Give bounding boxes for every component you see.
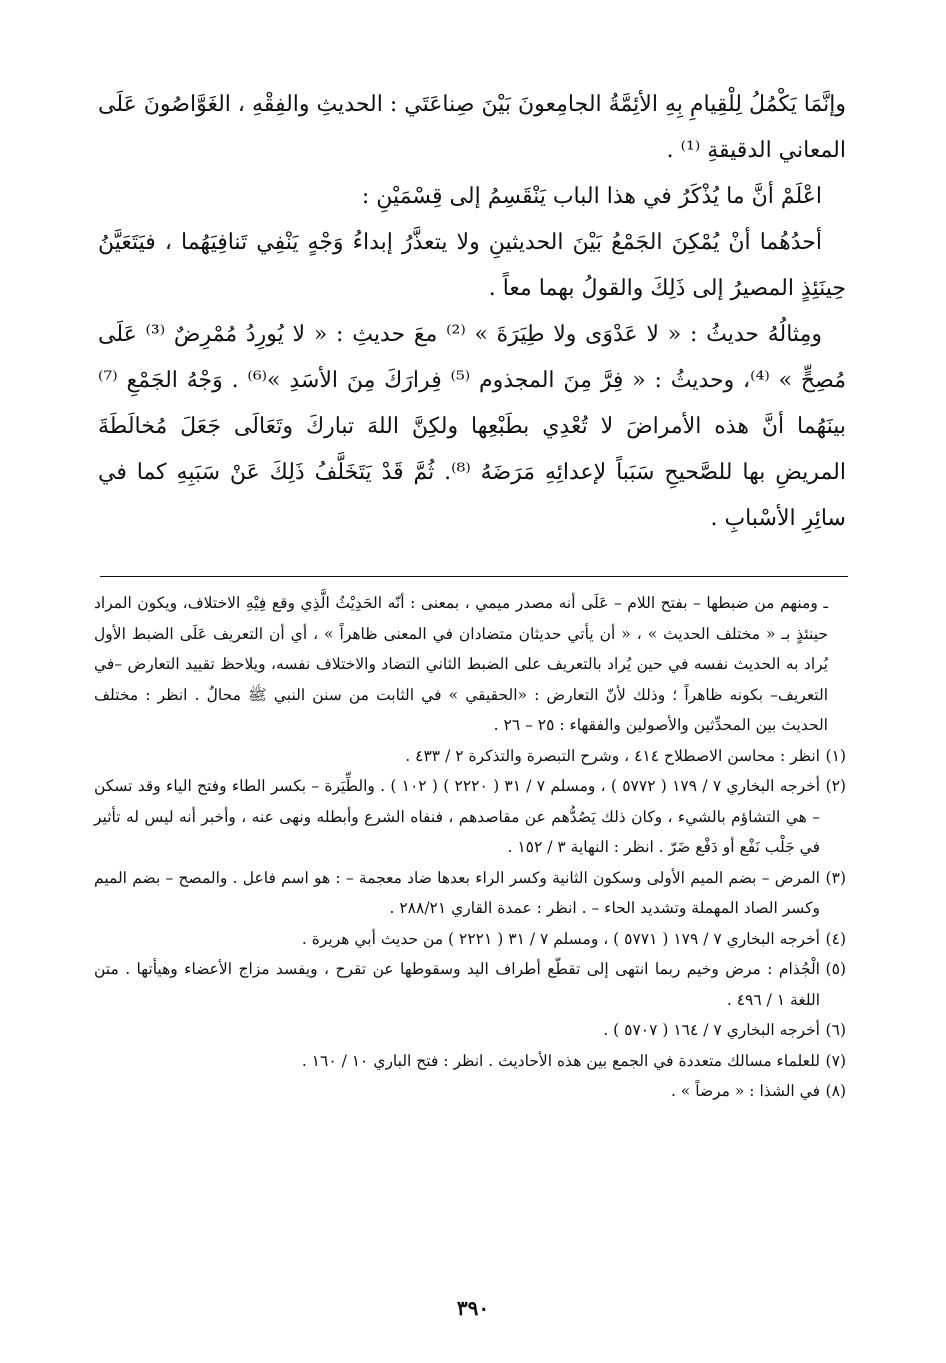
footnote-text: المرض – بضم الميم الأولى وسكون الثانية وكسر الراء بعدها ضاد معجمة – : هو اسم فاعل . والمصح – بضم الميم وكسر الصاد المهملة وتشديد الحاء – . انظر : عمدة القاري ٢٨٨/٢١ . bbox=[94, 868, 820, 917]
footnote-separator bbox=[100, 576, 848, 577]
page-number: ٣٩٠ bbox=[456, 1296, 490, 1320]
main-paragraph: اعْلَمْ أنَّ ما يُذْكَرُ في هذا الباب يَنْقَسِمُ إلى قِسْمَيْنِ : bbox=[361, 184, 822, 209]
footnote-text: أخرجه البخاري ٧ / ١٧٩ ( ٥٧٧٢ ) ، ومسلم ٧ / ٣١ ( ٢٢٢٠ ) ( ١٠٢ ) . والطِّيَرة – بكسر الطاء وفتح الياء وقد تسكن – هي التشاؤم بالشيء ، وكان ذلك يَصُدُّهم عن مقاصدهم ، فنفاه الشرع وأبطله ونهى عنه ، وأخبر أنه ليس له تأثير في جَلْب نَفْع أو دَفْع ضَرّ . انظر : النهاية ٣ / ١٥٢ . bbox=[94, 777, 821, 856]
footnote-text: للعلماء مسالك متعددة في الجمع بين هذه الأحاديث . انظر : فتح الباري ١٠ / ١٦٠ . bbox=[301, 1051, 820, 1070]
footnote-2 bbox=[94, 771, 846, 863]
footnotes bbox=[94, 588, 846, 1107]
footnote-number: (٤) bbox=[825, 929, 846, 948]
footnote-number: (٣) bbox=[825, 868, 846, 887]
footnote-6 bbox=[94, 1015, 846, 1046]
footnote-8 bbox=[94, 1076, 846, 1107]
footnote-text: الْجُذام : مرض وخيم ربما انتهى إلى تقطّع أطراف اليد وسقوطها عن تقرح ، ويفسد مزاج الأعضاء وهيأتها . متن اللغة ١ / ٤٩٦ . bbox=[94, 960, 820, 1009]
footnote-number: (٥) bbox=[825, 960, 846, 978]
main-paragraph: أحدُهُما أنْ يُمْكِنَ الجَمْعُ بَيْنَ الحديثينِ ولا يتعذَّرُ إبداءُ وَجْهٍ يَنْفِي تَنافِيَهُما ، فيَتَعَيَّنُ حِينَئِذٍ المصيرُ إلى ذَلِكَ والقولُ بهما معاً . bbox=[98, 230, 846, 301]
footnote-3 bbox=[94, 863, 846, 924]
footnote-7 bbox=[94, 1046, 846, 1077]
main-text bbox=[98, 82, 846, 542]
footnote-text: أخرجه البخاري ٧ / ١٧٩ ( ٥٧٧١ ) ، ومسلم ٧ / ٣١ ( ٢٢٢١ ) من حديث أبي هريرة . bbox=[301, 929, 820, 948]
footnote-continuation: ـ ومنهم من ضبطها – بفتح اللام – عَلَى أنه مصدر ميمي ، بمعنى : أنّه الحَدِيْثُ الَّذِي وقع فِيْهِ الاختلاف، ويكون المراد حينئذٍ بـ « مختلف الحديث » ، « أن يأتي حديثان متضادان في المعنى ظاهراً » ، أي أن التعريف عَلَى الضبط الأول يُراد به الحديث نفسه في حين يُراد بالتعريف على الضبط الثاني التضاد والاختلاف نفسه، ويلاحظ تقييد التعارض –في التعريف– بكونه ظاهراً ؛ وذلك لأنّ التعارض : «الحقيقي » في الثابت من سنن النبي ﷺ محالٌ . انظر : مختلف الحديث بين المحدِّثين والأصولين والفقهاء : ٢٥ – ٢٦ . bbox=[94, 594, 828, 734]
footnote-number: (٧) bbox=[825, 1051, 846, 1070]
main-paragraph: ومِثالُهُ حديثُ : « لا عَدْوَى ولا طِيَرَةَ » ⁽²⁾ معَ حديثِ : « لا يُورِدُ مُمْرِضٌ ⁽³⁾ عَلَى مُصِحٍّ » ⁽⁴⁾، وحديثُ : « فِرَّ مِنَ المجذوم ⁽⁵⁾ فِرارَكَ مِنَ الأسَدِ »⁽⁶⁾ . وَجْهُ الجَمْعِ ⁽⁷⁾ بينَهُما أنَّ هذه الأمراضَ لا تُعْدِي بطَبْعِها ولكِنَّ اللهَ تباركَ وتَعَالَى جَعَلَ مُخالَطَةَ المريضِ بها للصَّحيحِ سَبَباً لإعدائِهِ مَرَضَهُ ⁽⁸⁾. ثُمَّ قَدْ يَتَخَلَّفُ ذَلِكَ عَنْ سَبَبِهِ كما في سائِرِ الأسْبابِ . bbox=[98, 322, 846, 531]
footnote-number: (٨) bbox=[825, 1082, 846, 1100]
footnote-1 bbox=[94, 741, 846, 772]
footnote-number: (٦) bbox=[825, 1021, 846, 1039]
footnote-text: في الشذا : « مرضاً » . bbox=[670, 1082, 820, 1100]
footnote-5 bbox=[94, 954, 846, 1015]
footnote-4 bbox=[94, 924, 846, 955]
main-paragraph: وإنَّمَا يَكْمُلُ لِلْقِيامِ بِهِ الأئِمَّةُ الجامِعونَ بَيْنَ صِناعَتَي : الحديثِ والفِقْهِ ، الغَوَّاصُونَ عَلَى المعاني الدقيقةِ ⁽¹⁾ . bbox=[98, 92, 846, 163]
footnote-text: انظر : محاسن الاصطلاح ٤١٤ ، وشرح التبصرة والتذكرة ٢ / ٤٣٣ . bbox=[405, 746, 820, 765]
footnote-number: (٢) bbox=[825, 777, 847, 795]
footnote-text: أخرجه البخاري ٧ / ١٦٤ ( ٥٧٠٧ ) . bbox=[603, 1021, 820, 1039]
footnote-number: (١) bbox=[825, 746, 846, 765]
